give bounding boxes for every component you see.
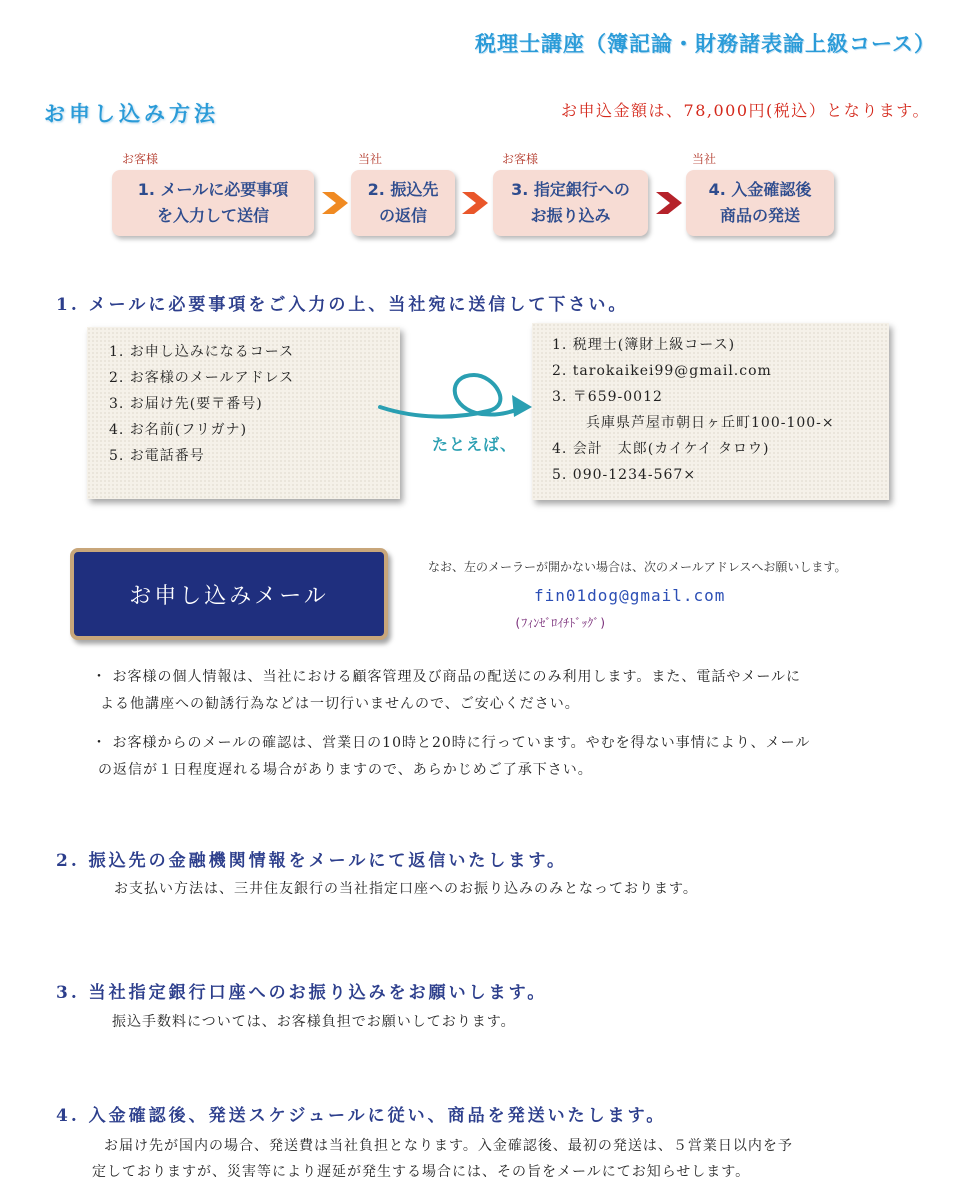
required-item-2: 2. お客様のメールアドレス: [109, 370, 295, 386]
price-notice: お申込金額は、78,000円(税込）となります。: [561, 101, 930, 120]
example-item-4: 4. 会計 太郎(カイケイ タロウ): [552, 441, 770, 457]
example-arrow-icon: [376, 355, 536, 435]
example-item-3: 3. 〒659-0012: [552, 389, 663, 405]
required-item-4: 4. お名前(フリガナ): [109, 422, 248, 438]
step-3-line2: お振り込み: [530, 206, 611, 225]
reply-time-bullet: [92, 730, 922, 784]
section-4-body-line2: 定しておりますが、災害等により遅延が発生する場合には、その旨をメールにてお知らせします。: [92, 1164, 751, 1180]
step-3-box: [493, 170, 648, 236]
step-1-line2: を入力して送信: [156, 206, 269, 225]
step-3-actor: お客様: [502, 152, 539, 166]
privacy-bullet-line2: よる他講座への勧誘行為などは一切行いませんので、ご安心ください。: [100, 696, 580, 712]
step-2-box: [351, 170, 455, 236]
step-1-line1: 1. メールに必要事項: [137, 180, 289, 199]
section-3-body: 振込手数料については、お客様負担でお願いしております。: [112, 1014, 516, 1030]
step-4-actor: 当社: [692, 152, 717, 166]
step-4-line2: 商品の発送: [719, 206, 800, 225]
example-item-5: 5. 090-1234-567×: [552, 467, 697, 483]
alt-email-link[interactable]: fin01dog@gmail.com: [534, 586, 726, 605]
privacy-bullet-line1: ・ お客様の個人情報は、当社における顧客管理及び商品の配送にのみ利用します。また、電話やメールに: [92, 669, 802, 685]
example-item-address: 兵庫県芦屋市朝日ヶ丘町100-100-×: [586, 415, 835, 431]
section-3-title: 3. 当社指定銀行口座へのお振り込みをお願いします。: [56, 983, 548, 1003]
example-label: たとえば、: [432, 435, 518, 454]
reply-time-bullet-line1: ・ お客様からのメールの確認は、営業日の10時と20時に行っています。やむを得ない事情により、メール: [92, 735, 811, 751]
example-card: [532, 323, 889, 500]
example-item-1: 1. 税理士(簿財上級コース): [552, 337, 736, 353]
required-items-card: [87, 327, 400, 499]
required-item-1: 1. お申し込みになるコース: [109, 344, 295, 360]
how-to-apply-heading: お申し込み方法: [44, 102, 219, 126]
privacy-bullet: [92, 664, 922, 718]
required-item-3: 3. お届け先(要〒番号): [109, 396, 263, 412]
step-1-box: [112, 170, 314, 236]
section-1-title: 1. メールに必要事項をご入力の上、当社宛に送信して下さい。: [56, 295, 629, 315]
step-2-line2: の返信: [378, 206, 427, 225]
step-arrow-2-icon: [460, 188, 490, 218]
step-arrow-1-icon: [320, 188, 350, 218]
required-item-5: 5. お電話番号: [109, 448, 205, 464]
page-title: 税理士講座（簿記論・財務諸表論上級コース）: [475, 32, 936, 56]
apply-mail-button[interactable]: お申し込みメール: [70, 548, 388, 640]
step-arrow-3-icon: [654, 188, 684, 218]
mailer-note: なお、左のメーラーが開かない場合は、次のメールアドレスへお願いします。: [428, 560, 847, 574]
section-2-body: お支払い方法は、三井住友銀行の当社指定口座へのお振り込みのみとなっております。: [114, 881, 698, 897]
example-item-2: 2. tarokaikei99@gmail.com: [552, 363, 772, 379]
step-4-line1: 4. 入金確認後: [708, 180, 812, 199]
step-1-actor: お客様: [122, 152, 159, 166]
section-4-body-line1: お届け先が国内の場合、発送費は当社負担となります。入金確認後、最初の発送は、５営業日以内を予: [104, 1138, 793, 1154]
section-2-title: 2. 振込先の金融機関情報をメールにて返信いたします。: [56, 851, 567, 871]
step-2-line1: 2. 振込先: [367, 180, 439, 199]
reply-time-bullet-line2: の返信が１日程度遅れる場合がありますので、あらかじめご了承下さい。: [98, 762, 593, 778]
step-2-actor: 当社: [358, 152, 383, 166]
step-4-box: [686, 170, 834, 236]
step-3-line1: 3. 指定銀行への: [511, 180, 630, 199]
alt-email-reading: (ﾌｨﾝｾﾞﾛｲﾁﾄﾞｯｸﾞ): [514, 616, 607, 630]
section-4-title: 4. 入金確認後、発送スケジュールに従い、商品を発送いたします。: [56, 1106, 667, 1126]
